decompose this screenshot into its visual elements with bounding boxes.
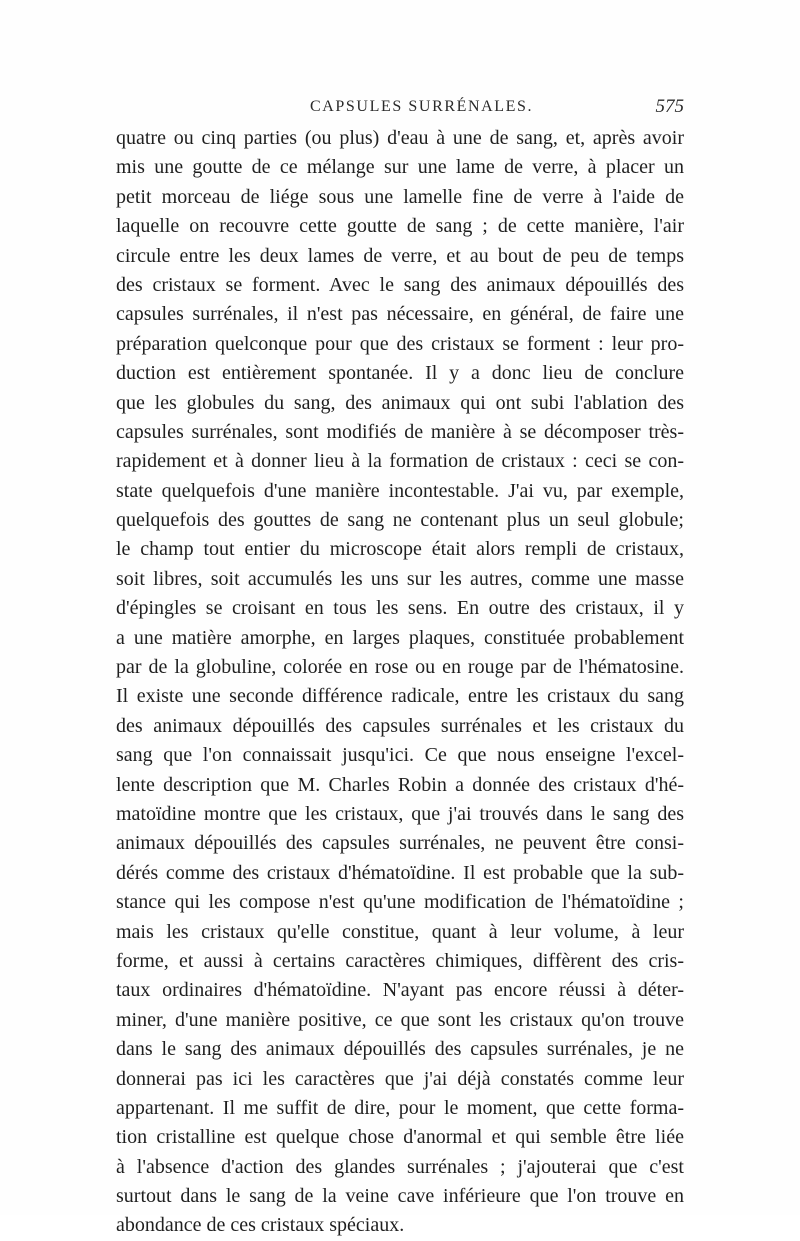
- text-line: lente description que M. Charles Robin a donnée des cristaux d'hé-: [116, 773, 684, 796]
- text-line: par de la globuline, colorée en rose ou en rouge par de l'hématosine.: [116, 656, 684, 679]
- text-line: mis une goutte de ce mélange sur une lame de verre, à placer un: [116, 156, 684, 179]
- text-line: soit libres, soit accumulés les uns sur les autres, comme une masse: [116, 567, 684, 590]
- text-line: quatre ou cinq parties (ou plus) d'eau à une de sang, et, après avoir: [116, 127, 684, 149]
- running-title: CAPSULES SURRÉNALES.: [310, 98, 534, 115]
- text-line: des cristaux se forment. Avec le sang des animaux dépouillés des: [116, 273, 684, 296]
- text-line: Il existe une seconde différence radicale, entre les cristaux du sang: [116, 685, 684, 708]
- text-line: préparation quelconque pour que des cristaux se forment : leur pro-: [116, 332, 684, 355]
- text-line: duction est entièrement spontanée. Il y a donc lieu de conclure: [116, 362, 684, 385]
- text-line: des animaux dépouillés des capsules surrénales et les cristaux du: [116, 714, 684, 737]
- text-line: circule entre les deux lames de verre, et au bout de peu de temps: [116, 244, 684, 267]
- text-line: tion cristalline est quelque chose d'anormal et qui semble être liée: [116, 1126, 684, 1149]
- text-line: donnerai pas ici les caractères que j'ai déjà constatés comme leur: [116, 1067, 684, 1090]
- text-line: rapidement et à donner lieu à la formation de cristaux : ceci se con-: [116, 450, 684, 473]
- text-line: animaux dépouillés des capsules surrénales, ne peuvent être consi-: [116, 832, 684, 855]
- running-head: [116, 98, 684, 122]
- text-line: forme, et aussi à certains caractères chimiques, diffèrent des cris-: [116, 949, 684, 972]
- page-number: 575: [655, 96, 684, 117]
- text-line: quelquefois des gouttes de sang ne contenant plus un seul globule;: [116, 509, 684, 532]
- text-line-last: abondance de ces cristaux spéciaux.: [116, 1214, 405, 1237]
- text-line: que les globules du sang, des animaux qui ont subi l'ablation des: [116, 391, 684, 414]
- text-line: taux ordinaires d'hématoïdine. N'ayant pas encore réussi à déter-: [116, 979, 684, 1002]
- text-line: capsules surrénales, il n'est pas nécessaire, en général, de faire une: [116, 303, 684, 326]
- text-line: dérés comme des cristaux d'hématoïdine. Il est probable que la sub-: [116, 861, 684, 884]
- text-line: matoïdine montre que les cristaux, que j'ai trouvés dans le sang des: [116, 802, 684, 825]
- text-line: surtout dans le sang de la veine cave inférieure que l'on trouve en: [116, 1185, 684, 1208]
- text-line: d'épingles se croisant en tous les sens. En outre des cristaux, il y: [116, 597, 684, 620]
- text-line: capsules surrénales, sont modifiés de manière à se décomposer très-: [116, 420, 684, 443]
- text-line: le champ tout entier du microscope était alors rempli de cristaux,: [116, 538, 684, 561]
- text-line: mais les cristaux qu'elle constitue, quant à leur volume, à leur: [116, 920, 684, 943]
- text-line: stance qui les compose n'est qu'une modification de l'hématoïdine ;: [116, 891, 684, 914]
- text-line: miner, d'une manière positive, ce que sont les cristaux qu'on trouve: [116, 1008, 684, 1031]
- body-text: [116, 124, 684, 1241]
- text-line: dans le sang des animaux dépouillés des capsules surrénales, je ne: [116, 1038, 684, 1061]
- text-line: state quelquefois d'une manière incontestable. J'ai vu, par exemple,: [116, 479, 684, 502]
- text-line: à l'absence d'action des glandes surrénales ; j'ajouterai que c'est: [116, 1155, 684, 1178]
- text-line: petit morceau de liége sous une lamelle fine de verre à l'aide de: [116, 185, 684, 208]
- text-line: appartenant. Il me suffit de dire, pour le moment, que cette forma-: [116, 1096, 684, 1119]
- text-line: sang que l'on connaissait jusqu'ici. Ce que nous enseigne l'excel-: [116, 744, 684, 767]
- text-line: a une matière amorphe, en larges plaques, constituée probablement: [116, 626, 684, 649]
- text-line: laquelle on recouvre cette goutte de sang ; de cette manière, l'air: [116, 215, 684, 238]
